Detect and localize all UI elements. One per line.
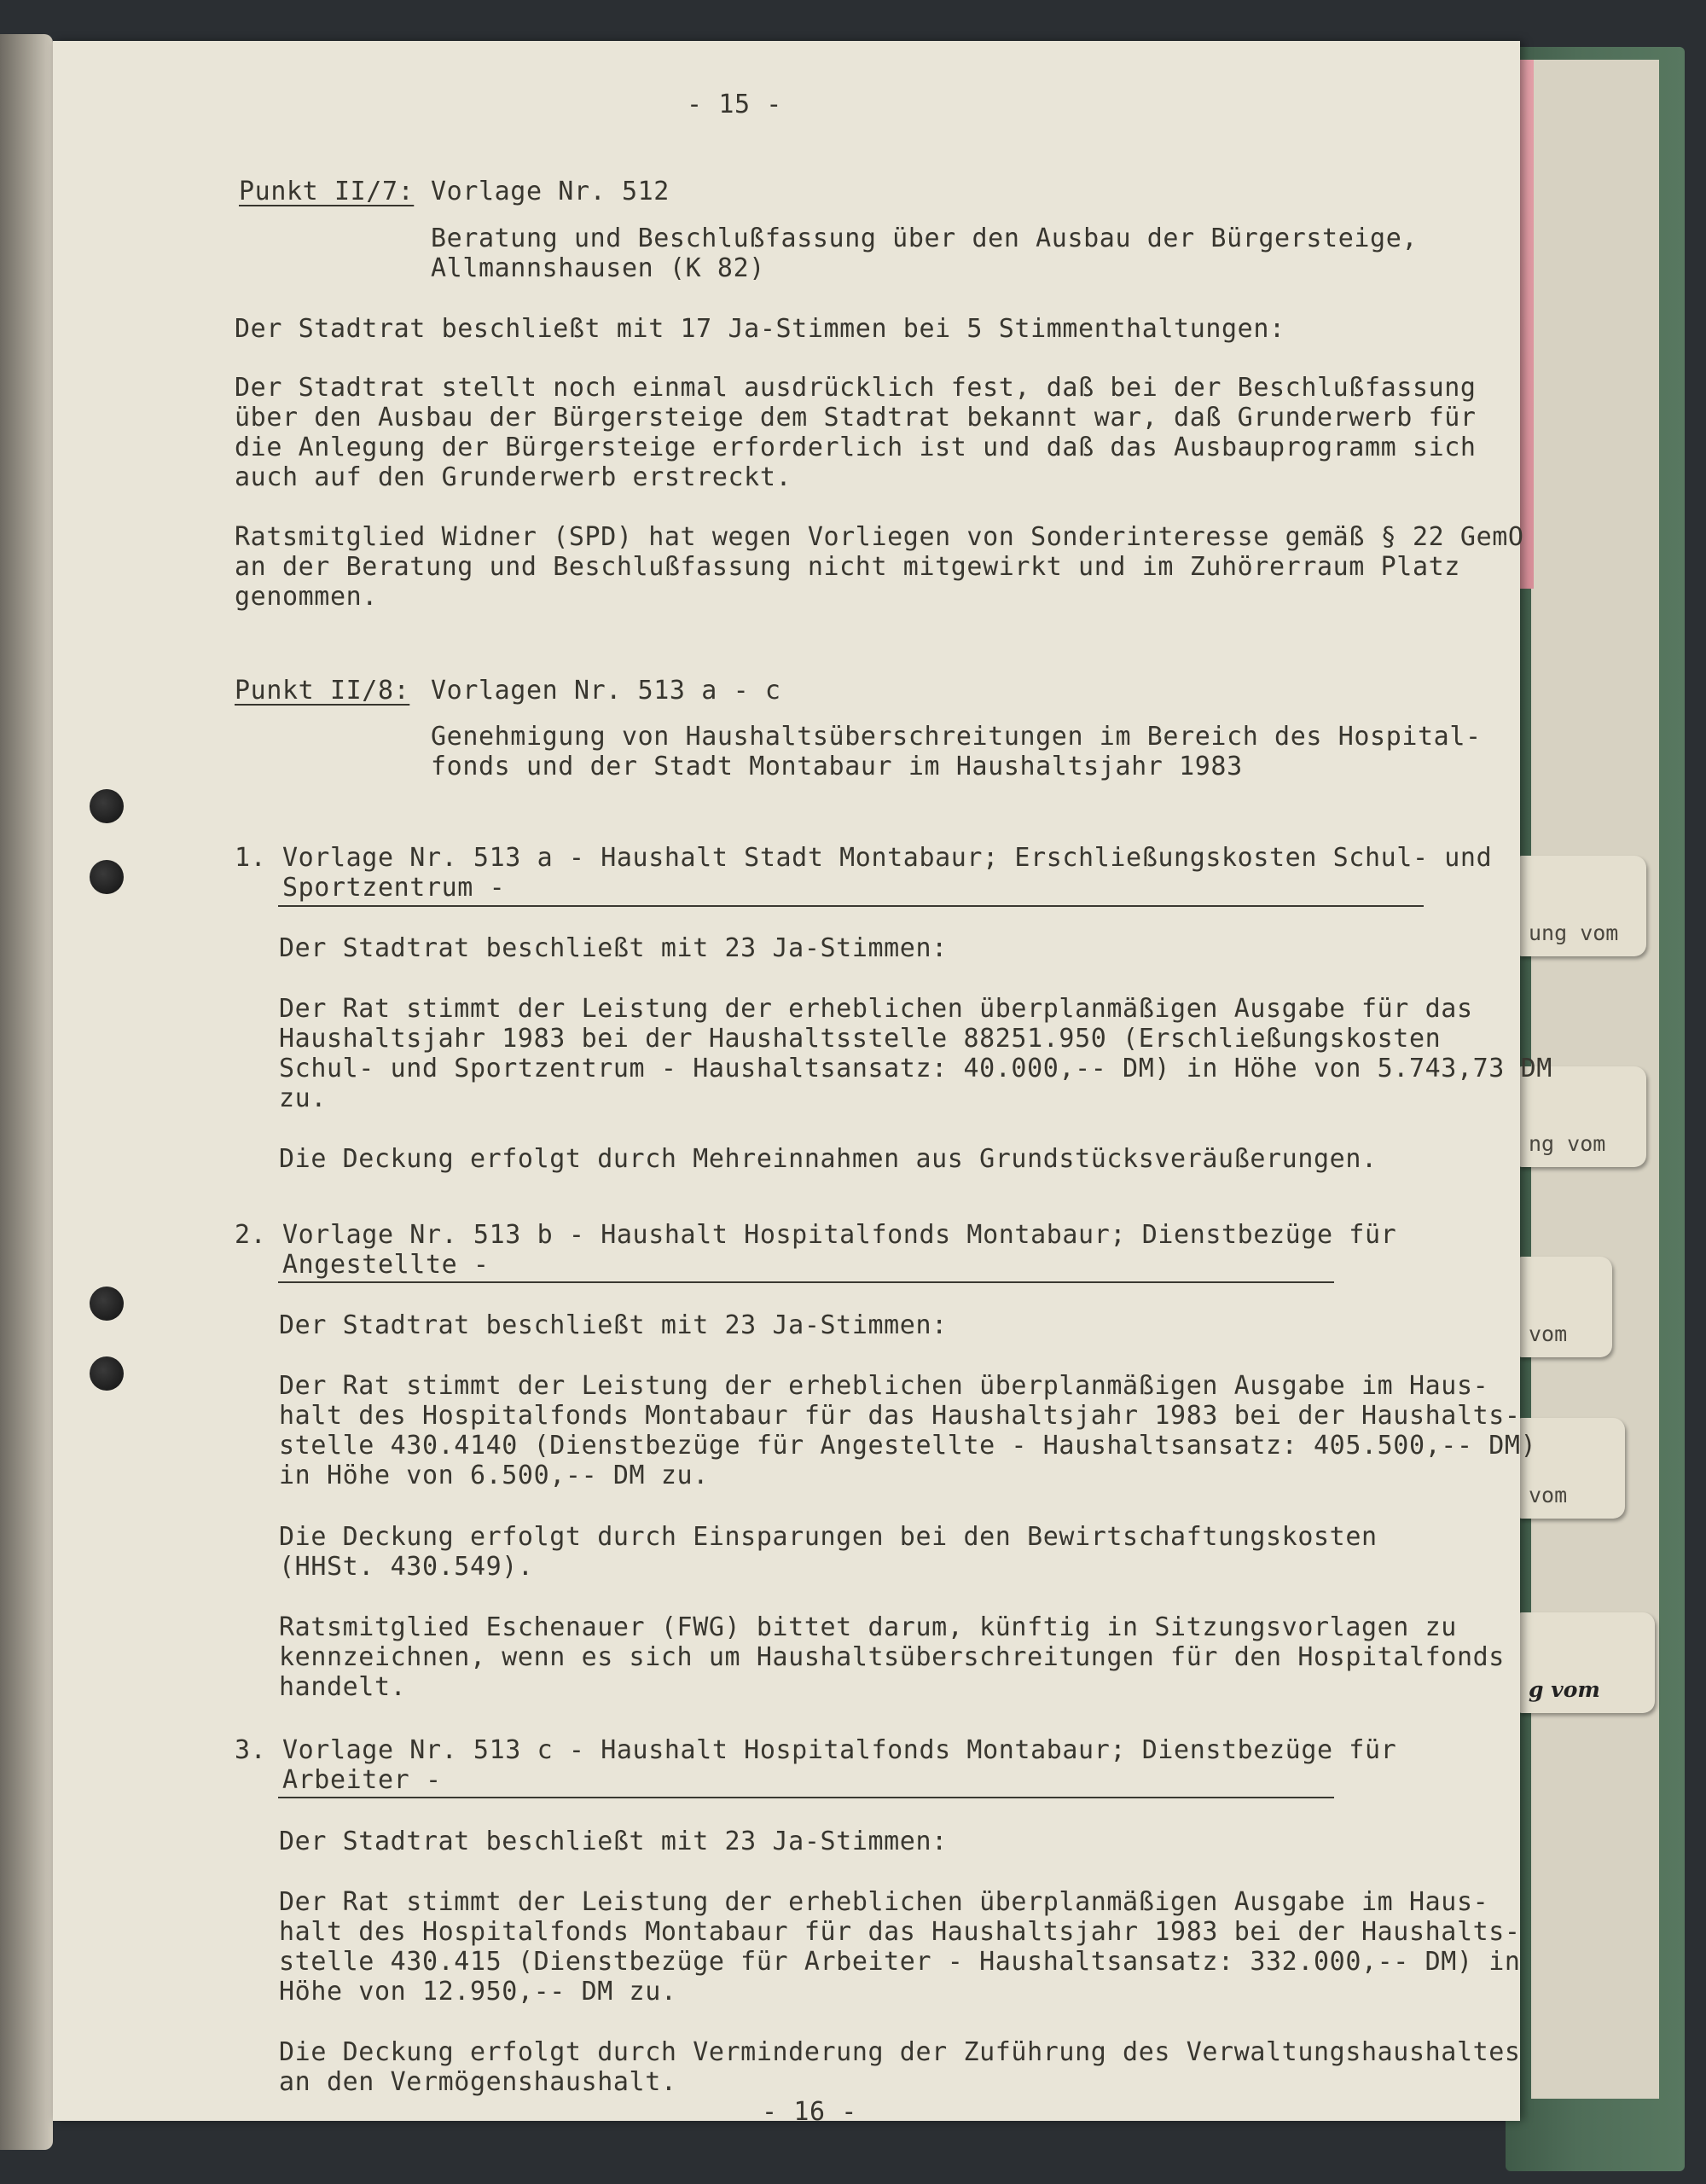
punkt-7-para2-line: genommen. (235, 582, 378, 612)
item-3-beschluss: Der Stadtrat beschließt mit 23 Ja-Stimmen: (279, 1827, 948, 1856)
item-3-para-line: Der Rat stimmt der Leistung der erheblichen überplanmäßigen Ausgabe im Haus- (279, 1887, 1489, 1917)
item-1-para-line: Haushaltsjahr 1983 bei der Haushaltsstelle 88251.950 (Erschließungskosten (279, 1024, 1442, 1054)
item-2-para-line: in Höhe von 6.500,-- DM zu. (279, 1461, 709, 1490)
punkt-7-beschluss: Der Stadtrat beschließt mit 17 Ja-Stimmen bei 5 Stimmenthaltungen: (235, 314, 1285, 344)
item-2-note-line: handelt. (279, 1672, 407, 1702)
index-tab-line: ung vom (1529, 921, 1619, 945)
item-2-note-line: Ratsmitglied Eschenauer (FWG) bittet darum, künftig in Sitzungsvorlagen zu (279, 1612, 1457, 1642)
page-number-header: - 15 - (687, 90, 782, 119)
item-1-para-line: Der Rat stimmt der Leistung der erheblichen überplanmäßigen Ausgabe für das (279, 994, 1473, 1024)
punkt-7-para1-line: Der Stadtrat stellt noch einmal ausdrücklich fest, daß bei der Beschlußfassung (235, 373, 1477, 403)
item-3-para-line: stelle 430.415 (Dienstbezüge für Arbeiter - Haushaltsansatz: 332.000,-- DM) in (279, 1947, 1521, 1977)
item-3-deckung-line: Die Deckung erfolgt durch Verminderung der Zuführung des Verwaltungshaushaltes (279, 2037, 1521, 2067)
punkt-7-para1-line: die Anlegung der Bürgersteige erforderlich ist und daß das Ausbauprogramm sich (235, 433, 1477, 462)
item-1-deckung: Die Deckung erfolgt durch Mehreinnahmen aus Grundstücksveräußerungen. (279, 1144, 1378, 1174)
item-3-deckung-line: an den Vermögenshaushalt. (279, 2067, 677, 2097)
item-2-note-line: kennzeichnen, wenn es sich um Haushaltsüberschreitungen für den Hospitalfonds (279, 1642, 1505, 1672)
item-2-beschluss: Der Stadtrat beschließt mit 23 Ja-Stimmen: (279, 1310, 948, 1340)
item-1-beschluss: Der Stadtrat beschließt mit 23 Ja-Stimmen: (279, 933, 948, 963)
page-number-footer: - 16 - (762, 2097, 857, 2127)
item-2-deckung-line: (HHSt. 430.549). (279, 1552, 534, 1582)
item-1-para-line: zu. (279, 1083, 327, 1113)
item-1-underline (278, 905, 1424, 907)
item-2-heading-line: Angestellte - (235, 1250, 490, 1280)
punkt-7-vorlage: Vorlage Nr. 512 (431, 177, 670, 206)
item-2-para-line: stelle 430.4140 (Dienstbezüge für Angestellte - Haushaltsansatz: 405.500,-- DM) (279, 1431, 1537, 1461)
item-2-para-line: halt des Hospitalfonds Montabaur für das Haushaltsjahr 1983 bei der Haushalts- (279, 1401, 1521, 1431)
item-1-para-line: Schul- und Sportzentrum - Haushaltsansatz: 40.000,-- DM) in Höhe von 5.743,73 DM (279, 1054, 1552, 1083)
punkt-7-para2-line: Ratsmitglied Widner (SPD) hat wegen Vorliegen von Sonderinteresse gemäß § 22 GemO (235, 522, 1524, 552)
item-3-underline (278, 1797, 1334, 1798)
index-tab-line: vom (1529, 1483, 1568, 1507)
punkt-7-para1-line: auch auf den Grunderwerb erstreckt. (235, 462, 792, 492)
punch-hole (90, 1287, 124, 1321)
item-3-para-line: halt des Hospitalfonds Montabaur für das Haushaltsjahr 1983 bei der Haushalts- (279, 1917, 1521, 1947)
item-3-heading-line: 3. Vorlage Nr. 513 c - Haushalt Hospitalfonds Montabaur; Dienstbezüge für (235, 1735, 1397, 1765)
index-tab-line: g vom (1529, 1677, 1600, 1702)
punch-hole (90, 1356, 124, 1391)
item-1-heading-line: Sportzentrum - (235, 873, 506, 903)
punkt-7-title-line: Allmannshausen (K 82) (431, 253, 765, 283)
punkt-7-title-line: Beratung und Beschlußfassung über den Ausbau der Bürgersteige, (431, 224, 1419, 253)
index-tab-5[interactable] (1518, 1612, 1655, 1713)
punkt-8-title-line: fonds und der Stadt Montabaur im Haushaltsjahr 1983 (431, 752, 1243, 781)
punkt-7-para1-line: über den Ausbau der Bürgersteige dem Stadtrat bekannt war, daß Grunderwerb für (235, 403, 1477, 433)
adjacent-page-edge (0, 34, 53, 2150)
punkt-8-vorlage: Vorlagen Nr. 513 a - c (431, 676, 781, 706)
item-3-heading-line: Arbeiter - (235, 1765, 442, 1795)
item-2-heading-line: 2. Vorlage Nr. 513 b - Haushalt Hospitalfonds Montabaur; Dienstbezüge für (235, 1220, 1397, 1250)
punch-hole (90, 860, 124, 894)
item-2-para-line: Der Rat stimmt der Leistung der erheblichen überplanmäßigen Ausgabe im Haus- (279, 1371, 1489, 1401)
punkt-7-para2-line: an der Beratung und Beschlußfassung nicht mitgewirkt und im Zuhörerraum Platz (235, 552, 1460, 582)
punkt-8-title-line: Genehmigung von Haushaltsüberschreitungen im Bereich des Hospital- (431, 722, 1482, 752)
index-tab-line: ng vom (1529, 1131, 1606, 1156)
item-2-underline (278, 1281, 1334, 1283)
index-tab-3[interactable] (1518, 1257, 1612, 1357)
item-1-heading-line: 1. Vorlage Nr. 513 a - Haushalt Stadt Montabaur; Erschließungskosten Schul- und (235, 843, 1493, 873)
punkt-7-label: Punkt II/7: (239, 177, 415, 206)
index-tab-1[interactable] (1518, 856, 1646, 956)
punkt-8-label: Punkt II/8: (235, 676, 410, 706)
index-tab-line: vom (1529, 1321, 1568, 1346)
item-3-para-line: Höhe von 12.950,-- DM zu. (279, 1977, 677, 2007)
item-2-deckung-line: Die Deckung erfolgt durch Einsparungen bei den Bewirtschaftungskosten (279, 1522, 1378, 1552)
punch-hole (90, 789, 124, 823)
red-divider-edge (1520, 60, 1534, 589)
